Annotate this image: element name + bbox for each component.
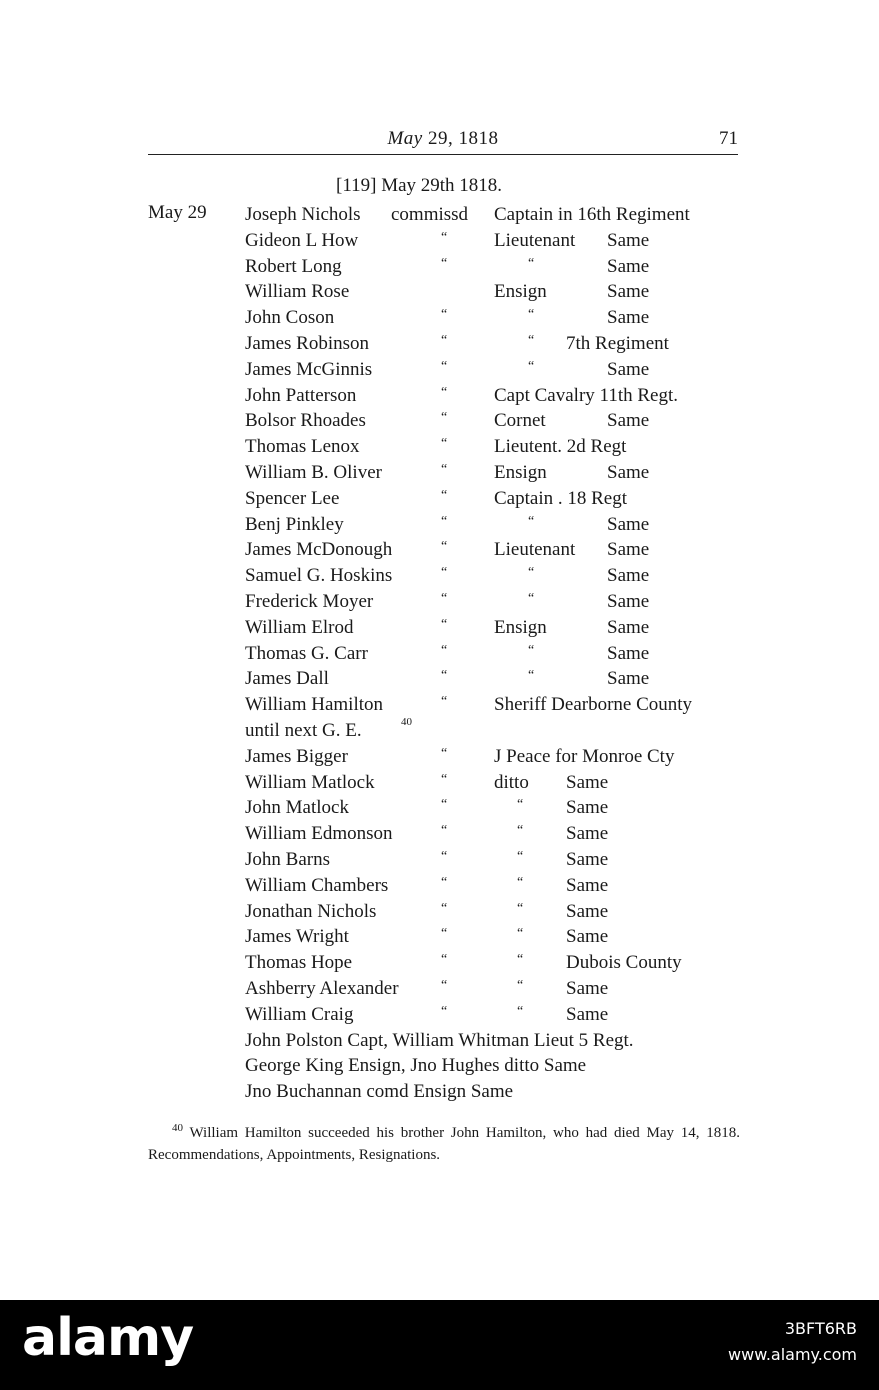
list-item	[245, 331, 745, 357]
list-item	[245, 383, 745, 409]
ditto-mark: “	[441, 384, 448, 400]
list-item	[245, 976, 745, 1002]
entry-name: James Dall	[245, 668, 329, 690]
office-ditto-mark: “	[528, 332, 535, 348]
entry-name: James McDonough	[245, 539, 393, 561]
ditto-mark: “	[441, 616, 448, 632]
list-item	[245, 924, 745, 950]
entry-name: William Edmonson	[245, 823, 393, 845]
entry-name: James Bigger	[245, 745, 348, 767]
ditto-mark: “	[441, 487, 448, 503]
entry-unit: Same	[566, 926, 609, 948]
entry-unit: Same	[607, 565, 650, 587]
entry-office: Cornet	[494, 410, 546, 432]
entry-name: Bolsor Rhoades	[245, 410, 366, 432]
list-item	[245, 228, 745, 254]
tail-line: Jno Buchannan comd Ensign Same	[245, 1081, 514, 1103]
entry-heading: [119] May 29th 1818.	[336, 175, 503, 196]
entry-unit: Same	[566, 874, 609, 896]
entry-unit: Same	[566, 848, 609, 870]
entry-name: Thomas G. Carr	[245, 642, 368, 664]
ditto-mark: “	[441, 642, 448, 658]
page-number: 71	[719, 128, 738, 149]
ditto-mark: “	[441, 745, 448, 761]
entry-name: John Matlock	[245, 797, 349, 819]
entry-office: Captain . 18 Regt	[494, 487, 627, 509]
list-item: until next G. E. 40	[245, 718, 745, 744]
office-ditto-mark: “	[517, 1003, 524, 1019]
entry-unit: Same	[566, 797, 609, 819]
entry-office: Ensign	[494, 461, 547, 483]
list-item	[245, 899, 745, 925]
ditto-mark: “	[441, 668, 448, 684]
entry-office: Lieutenant	[494, 229, 576, 251]
list-item	[245, 589, 745, 615]
entry-name: Joseph Nichols	[245, 204, 361, 225]
entry-name: Thomas Hope	[245, 952, 353, 974]
entry-name: William B. Oliver	[245, 461, 382, 483]
entry-unit: Same	[607, 307, 650, 329]
list-item	[245, 434, 745, 460]
entry-unit: Same	[607, 513, 650, 535]
entry-unit: Same	[607, 281, 650, 303]
list-item	[245, 460, 745, 486]
footnote	[148, 1122, 740, 1166]
list-item	[245, 279, 745, 305]
entry-unit: Same	[607, 255, 650, 277]
list-item	[245, 847, 745, 873]
ditto-mark: “	[441, 436, 448, 452]
commission-list	[245, 202, 745, 1105]
ditto-mark: “	[441, 977, 448, 993]
entry-name: James McGinnis	[245, 358, 373, 380]
ditto-mark: “	[441, 848, 448, 864]
image-id: 3BFT6RB	[784, 1319, 857, 1338]
entry-unit: 7th Regiment	[566, 332, 669, 354]
entry-name: James Wright	[245, 926, 349, 948]
office-ditto-mark: “	[517, 977, 524, 993]
ditto-mark: “	[441, 565, 448, 581]
entry-office: ditto	[494, 771, 529, 793]
office-ditto-mark: “	[517, 952, 524, 968]
entry-name: Jonathan Nichols	[245, 900, 377, 922]
list-item	[245, 408, 745, 434]
entry-unit: Dubois County	[566, 952, 682, 974]
list-item	[245, 486, 745, 512]
ditto-mark: “	[441, 900, 448, 916]
ditto-mark: “	[441, 952, 448, 968]
entry-unit: Same	[566, 771, 609, 793]
office-ditto-mark: “	[528, 358, 535, 374]
entry-unit: Same	[607, 668, 650, 690]
list-item	[245, 357, 745, 383]
entry-unit: Same	[607, 539, 650, 561]
list-item	[245, 795, 745, 821]
office-ditto-mark: “	[517, 848, 524, 864]
entry-name: William Matlock	[245, 771, 375, 793]
entry-unit: Same	[607, 358, 650, 380]
list-item	[245, 202, 745, 228]
entry-name: until next G. E.	[245, 719, 362, 741]
entry-action: commissd	[391, 204, 469, 225]
entry-office: Capt Cavalry 11th Regt.	[494, 384, 678, 406]
list-item	[245, 641, 745, 667]
list-item	[245, 692, 745, 718]
office-ditto-mark: “	[528, 255, 535, 271]
ditto-mark: “	[441, 539, 448, 555]
list-item	[245, 254, 745, 280]
office-ditto-mark: “	[528, 590, 535, 606]
office-ditto-mark: “	[528, 668, 535, 684]
entry-unit: Same	[607, 616, 650, 638]
office-ditto-mark: “	[517, 874, 524, 890]
ditto-mark: “	[441, 926, 448, 942]
date-label: May 29	[148, 202, 207, 223]
entry-unit: Same	[566, 823, 609, 845]
list-item	[245, 1002, 745, 1028]
entry-office: Lieutent. 2d Regt	[494, 436, 627, 458]
office-ditto-mark: “	[528, 307, 535, 323]
list-item	[245, 950, 745, 976]
entry-name: William Craig	[245, 1003, 354, 1025]
running-title-date: 29, 1818	[428, 128, 499, 149]
entry-office: Ensign	[494, 616, 547, 638]
banner-meta	[728, 1316, 857, 1368]
brand-logo: alamy	[22, 1308, 194, 1368]
ditto-mark: “	[441, 229, 448, 245]
office-ditto-mark: “	[528, 565, 535, 581]
running-head	[148, 128, 738, 155]
list-item	[245, 666, 745, 692]
ditto-mark: “	[441, 771, 448, 787]
entry-name: John Patterson	[245, 384, 357, 406]
entry-unit: Same	[607, 590, 650, 612]
list-item	[245, 512, 745, 538]
entry-name: William Rose	[245, 281, 350, 303]
site-url: www.alamy.com	[728, 1345, 857, 1364]
entry-name: John Barns	[245, 848, 330, 870]
ditto-mark: “	[441, 590, 448, 606]
ditto-mark: “	[441, 332, 448, 348]
entry-unit: Same	[607, 229, 650, 251]
entry-office: Lieutenant	[494, 539, 576, 561]
watermark-banner	[0, 1300, 879, 1390]
ditto-mark: “	[441, 307, 448, 323]
ditto-mark: “	[441, 410, 448, 426]
ditto-mark: “	[441, 823, 448, 839]
ditto-mark: “	[441, 513, 448, 529]
office-ditto-mark: “	[517, 797, 524, 813]
office-ditto-mark: “	[517, 900, 524, 916]
entry-name: Robert Long	[245, 255, 342, 277]
entry-name: Thomas Lenox	[245, 436, 360, 458]
entry-unit: Same	[607, 410, 650, 432]
list-item	[245, 744, 745, 770]
entry-unit: Same	[566, 977, 609, 999]
ditto-mark: “	[441, 1003, 448, 1019]
entry-name: Benj Pinkley	[245, 513, 344, 535]
office-ditto-mark: “	[517, 926, 524, 942]
ditto-mark: “	[441, 797, 448, 813]
entry-name: Spencer Lee	[245, 487, 340, 509]
ditto-mark: “	[441, 874, 448, 890]
entry-office: Captain in 16th Regiment	[494, 204, 690, 225]
entry-unit: Same	[607, 461, 650, 483]
entry-office: J Peace for Monroe Cty	[494, 745, 675, 767]
entry-unit: Same	[607, 642, 650, 664]
running-title	[148, 128, 738, 150]
entry-office: Ensign	[494, 281, 547, 303]
list-item	[245, 873, 745, 899]
tail-line: George King Ensign, Jno Hughes ditto Same	[245, 1055, 587, 1077]
entry-name: James Robinson	[245, 332, 370, 354]
entry-name: William Chambers	[245, 874, 389, 896]
ditto-mark: “	[441, 255, 448, 271]
entry-unit: Same	[566, 900, 609, 922]
office-ditto-mark: “	[517, 823, 524, 839]
list-item	[245, 615, 745, 641]
list-item	[245, 770, 745, 796]
entry-name: Ashberry Alexander	[245, 977, 399, 999]
ditto-mark: “	[441, 461, 448, 477]
tail-line: John Polston Capt, William Whitman Lieut 5 Regt.	[245, 1029, 634, 1051]
list-item	[245, 563, 745, 589]
entry-name: William Elrod	[245, 616, 354, 638]
entry-unit: Same	[566, 1003, 609, 1025]
entry-name: Samuel G. Hoskins	[245, 565, 393, 587]
list-item	[245, 537, 745, 563]
entry-office: Sheriff Dearborne County	[494, 694, 693, 716]
ditto-mark: “	[441, 694, 448, 710]
ditto-mark: “	[441, 358, 448, 374]
entry-name: Frederick Moyer	[245, 590, 374, 612]
office-ditto-mark: “	[528, 513, 535, 529]
list-item	[245, 821, 745, 847]
footnote-mark: 40	[172, 1122, 183, 1134]
office-ditto-mark: “	[528, 642, 535, 658]
entry-name: Gideon L How	[245, 229, 359, 251]
running-title-month: May	[387, 128, 423, 149]
footnote-text: William Hamilton succeeded his brother John Hamilton, who had died May 14, 1818. Recommendations, Appointments, Resignations.	[148, 1125, 740, 1163]
list-item	[245, 305, 745, 331]
entry-name: William Hamilton	[245, 694, 384, 716]
entry-name: John Coson	[245, 307, 335, 329]
